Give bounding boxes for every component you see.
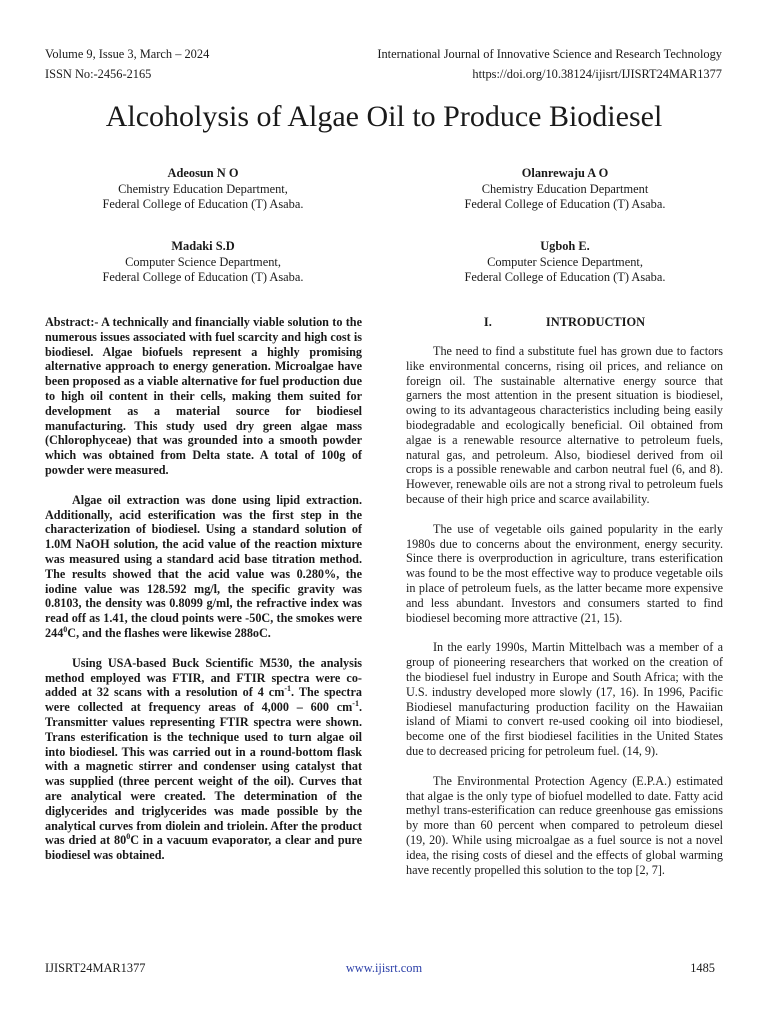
abstract-paragraph (45, 493, 362, 641)
author-name: Madaki S.D (171, 239, 235, 253)
body-paragraph: In the early 1990s, Martin Mittelbach was a member of a group of pioneering researchers that worked on the creation of the biodiesel fuel industry in Europe and South Africa; with the U.S. industry developed more slowly (17, 16). In 1996, Pacific Biodiesel manufacturing production facility on the Hawaiian island of Miami to convert re-used cooking oil into biodiesel, become one of the first biodiesel facilities in the United States due to decreased pricing for petroleum fuel. (14, 9). (406, 640, 723, 758)
footer-paper-id: IJISRT24MAR1377 (45, 961, 146, 975)
page-number: 1485 (690, 961, 715, 975)
author-department: Computer Science Department, (487, 255, 643, 269)
author-institution: Federal College of Education (T) Asaba. (102, 270, 304, 284)
journal-issn: ISSN No:-2456-2165 (45, 67, 152, 81)
abstract-column (45, 315, 362, 863)
author-name: Ugboh E. (540, 239, 590, 253)
doi-link[interactable]: https://doi.org/10.38124/ijisrt/IJISRT24MAR1377 (472, 67, 722, 81)
body-paragraph: The use of vegetable oils gained popularity in the early 1980s due to concerns about the environment, energy security. Since there is overproduction in agriculture, trans esterification was found to be the most effective way to produce vegetable oils in place of petroleum fuels, as the latter became more expensive and less abundant. Investors and consumers started to find biodiesel becoming more attractive (21, 15). (406, 521, 723, 625)
abstract-paragraph: Abstract:- A technically and financially viable solution to the numerous issues associated with fuel scarcity and high cost is biodiesel. Algae biofuels represent a highly promising alternative approach to energy generation. Microalgae have been proposed as a viable alternative for fuel production due to high oil content in their cells, making them suited for development as a material source for biodiesel manufacturing. This study used dry green algae mass (Chlorophyceae) that was grounded into a smooth powder which was obtained from Delta state. A total of 100g of powder were measured. (45, 315, 362, 477)
author-institution: Federal College of Education (T) Asaba. (464, 197, 666, 211)
superscript: 0 (126, 832, 131, 842)
author-department: Chemistry Education Department, (118, 182, 288, 196)
body-paragraph: The need to find a substitute fuel has grown due to factors like environmental concerns, rising oil prices, and reliance on foreign oil. The sustainable alternative energy source that garners the most attention in the present situation is biodiesel, owing to its advantageous characteristics including being easily biodegradable and ecologically beneficial. Oil obtained from algae is a renewable resource alternative to petroleum fuels, natural gas, and petroleum. Also, biodiesel derived from oil crops is a possible renewable and carbon neutral fuel (6, and 8). However, renewable oils are not a strong rival to petroleum fuels because of their high price and scarce availability. (406, 344, 723, 506)
author-block (435, 239, 695, 285)
footer-website-link[interactable]: www.ijisrt.com (345, 961, 423, 975)
author-name: Adeosun N O (167, 166, 239, 180)
author-institution: Federal College of Education (T) Asaba. (102, 197, 304, 211)
section-number: I. (483, 315, 492, 329)
author-department: Chemistry Education Department (481, 182, 649, 196)
superscript: -1 (284, 684, 292, 694)
author-institution: Federal College of Education (T) Asaba. (464, 270, 666, 284)
introduction-column (406, 315, 723, 877)
superscript: 0 (63, 624, 68, 634)
author-block (73, 166, 333, 212)
section-heading (406, 315, 723, 330)
author-block (435, 166, 695, 212)
journal-volume: Volume 9, Issue 3, March – 2024 (45, 47, 210, 61)
abstract-paragraph (45, 656, 362, 863)
superscript: -1 (352, 699, 359, 709)
author-department: Computer Science Department, (125, 255, 281, 269)
abstract-text: . Transmitter values representing FTIR spectra were shown. Trans esterification is the technique used to turn algae oil into biodiesel. This was carried out in a round-bottom flask with a magnetic stirrer and condenser using catalyst that was supplied (three percent weight of the oil). Curves that are analytical were created. The determination of the diglycerides and triglycerides was made possible by the analytical curves from diolein and triolein. After the product was dried at 80 (45, 700, 362, 848)
author-name: Olanrewaju A O (521, 166, 609, 180)
body-paragraph: The Environmental Protection Agency (E.P.A.) estimated that algae is the only type of biofuel modelled to date. Fatty acid methyl trans-esterification can reduce greenhouse gas emissions by more than 60 percent when compared to petroleum diesel (19, 20). While using microalgae as a fuel source is not a novel idea, the rising costs of diesel and the effects of global warming have recently propelled this solution to the top [2, 7]. (406, 773, 723, 877)
abstract-text: C, and the flashes were likewise 288oC. (67, 625, 271, 640)
abstract-text: Using USA-based Buck Scientific M530, the analysis method employed was FTIR, and FTIR spectra were co-added at 32 scans with a resolution of 4 cm (45, 655, 362, 700)
paper-title: Alcoholysis of Algae Oil to Produce Biodiesel (105, 100, 663, 133)
journal-name: International Journal of Innovative Science and Research Technology (377, 47, 722, 61)
section-title: INTRODUCTION (545, 315, 646, 329)
author-block (73, 239, 333, 285)
abstract-text: Algae oil extraction was done using lipid extraction. Additionally, acid esterification was the first step in the characterization of biodiesel. Using a standard solution of 1.0M NaOH solution, the acid value of the reaction mixture was measured using a standard acid base titration method. The results showed that the acid value was 0.280%, the iodine value was 128.592 mg/l, the specific gravity was 0.8103, the density was 0.8099 g/ml, the refractive index was read off as 1.41, the cloud points were -50C, the smokes were 244 (45, 492, 362, 640)
abstract-text: . The spectra were collected at frequency areas of 4,000 – 600 cm (45, 685, 362, 715)
abstract-text: C in a vacuum evaporator, a clear and pure biodiesel was obtained. (45, 833, 362, 863)
